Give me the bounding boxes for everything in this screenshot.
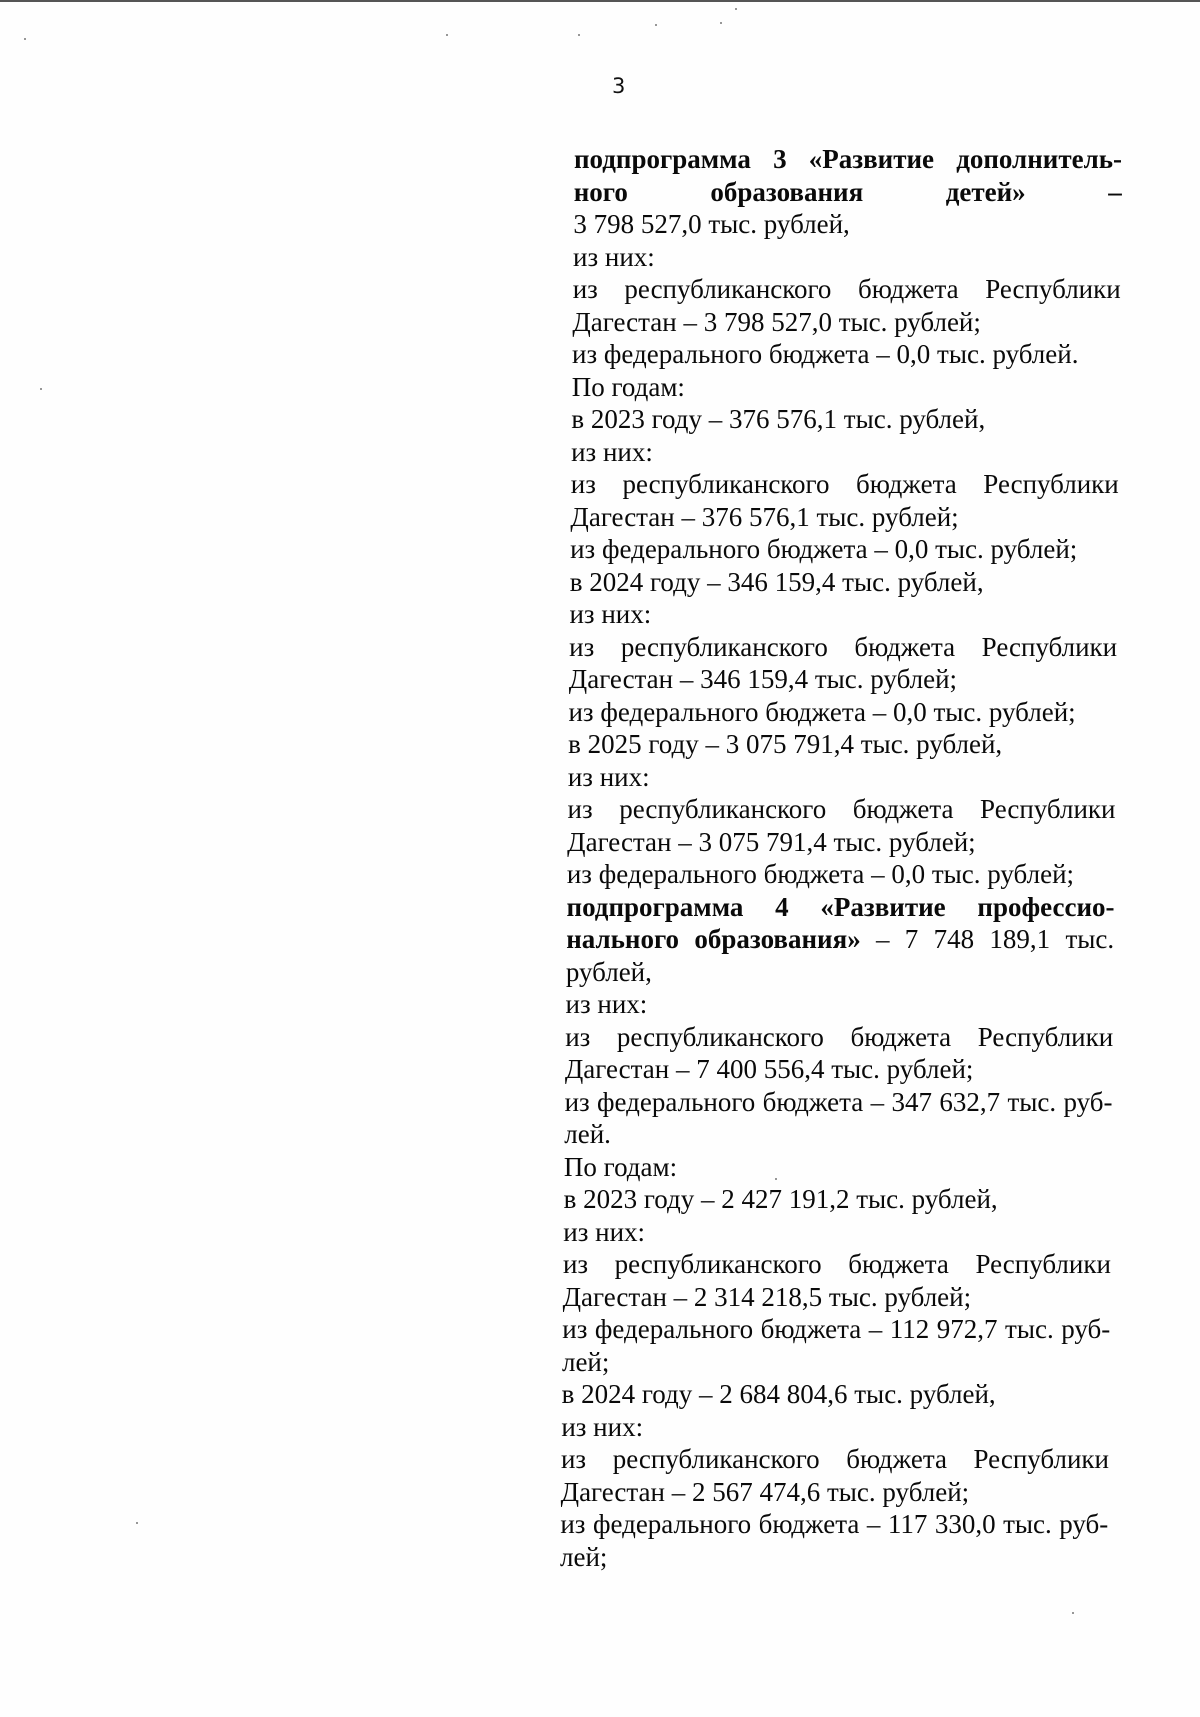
text-line: [571, 468, 1119, 501]
text-line: [568, 728, 1116, 761]
text-line-content: в 2024 году – 346 159,4 тыс. рублей,: [569, 566, 984, 597]
text-line: [560, 1508, 1108, 1541]
text-line: [572, 306, 1120, 339]
text-line: [566, 923, 1114, 956]
scan-speck: [446, 34, 448, 36]
text-line-content: из федерального бюджета – 0,0 тыс. рублей;: [568, 696, 1076, 727]
text-line-content: Дагестан – 3 075 791,4 тыс. рублей;: [567, 826, 976, 857]
text-line: [560, 1541, 1108, 1574]
text-line-content: из республиканского бюджета Республики: [562, 1249, 1111, 1279]
text-line-content: из республиканского бюджета Республики: [567, 794, 1116, 824]
text-line: [563, 1248, 1111, 1281]
text-line: [563, 1216, 1111, 1249]
text-line: [573, 273, 1121, 306]
text-line: [567, 891, 1115, 924]
text-line-content: Дагестан – 2 567 474,6 тыс. рублей;: [560, 1476, 970, 1507]
text-line: [572, 338, 1120, 371]
text-line-content: из республиканского бюджета Республики: [565, 1021, 1114, 1052]
text-line-content: Дагестан – 376 576,1 тыс. рублей;: [570, 501, 959, 532]
text-line-content: Дагестан – 2 314 218,5 тыс. рублей;: [562, 1281, 972, 1312]
text-line-content: из них:: [563, 1216, 646, 1247]
text-line-content: из федерального бюджета – 112 972,7 тыс. руб-: [562, 1314, 1111, 1344]
scan-speck: [40, 388, 42, 390]
text-line: [565, 1053, 1113, 1086]
text-line-content: из республиканского бюджета Республики: [560, 1444, 1109, 1474]
text-line-content: из республиканского бюджета Республики: [569, 631, 1118, 662]
text-line-content: из федерального бюджета – 347 632,7 тыс. руб-: [564, 1086, 1113, 1117]
text-line-content: из них:: [569, 599, 652, 629]
text-line: [572, 371, 1120, 404]
text-line-content: лей;: [560, 1541, 608, 1572]
text-line: [571, 436, 1119, 469]
text-line: [569, 631, 1117, 664]
text-line-content: лей.: [564, 1119, 611, 1149]
text-line-content: из них:: [561, 1411, 644, 1442]
text-line: [568, 696, 1116, 729]
text-line-content: рублей,: [565, 956, 652, 987]
text-line: [569, 598, 1117, 631]
text-line: [573, 208, 1121, 241]
text-line: [574, 176, 1122, 209]
scan-speck: [655, 24, 657, 26]
text-line: [574, 143, 1122, 176]
scan-speck: [1072, 1612, 1074, 1614]
text-line: [562, 1378, 1110, 1411]
text-line-content: подпрограмма 4 «Развитие профессио-: [566, 891, 1115, 922]
text-line: [564, 1183, 1112, 1216]
text-line-content: лей;: [561, 1346, 610, 1377]
text-line: [566, 956, 1114, 989]
text-line: [569, 663, 1117, 696]
text-line-content: из республиканского бюджета Республики: [570, 469, 1119, 499]
text-line-content: Дагестан – 3 798 527,0 тыс. рублей;: [572, 306, 981, 337]
text-line: [565, 1021, 1113, 1054]
page-number: 3: [612, 74, 626, 98]
text-line-content: Дагестан – 346 159,4 тыс. рублей;: [568, 664, 958, 694]
text-line-content: из республиканского бюджета Республики: [572, 274, 1121, 304]
text-line-content: в 2025 году – 3 075 791,4 тыс. рублей,: [568, 729, 1003, 759]
text-line: [567, 858, 1115, 891]
text-line: [573, 241, 1121, 274]
text-line-content: из федерального бюджета – 117 330,0 тыс. руб-: [560, 1509, 1109, 1539]
text-line-content: ного образования детей» –: [573, 176, 1122, 207]
scan-speck: [578, 34, 580, 36]
text-line: [570, 533, 1118, 566]
text-line-content: из федерального бюджета – 0,0 тыс. рублей;: [570, 534, 1078, 564]
text-line-content: из них:: [565, 989, 648, 1019]
text-line: [564, 1151, 1112, 1184]
text-line-content: в 2023 году – 2 427 191,2 тыс. рублей,: [563, 1184, 998, 1214]
text-line: [565, 1086, 1113, 1119]
text-line-content: Дагестан – 7 400 556,4 тыс. рублей;: [564, 1054, 974, 1084]
text-line: [570, 566, 1118, 599]
text-line-content: По годам:: [563, 1151, 678, 1182]
scan-speck: [24, 38, 26, 40]
text-line: [562, 1346, 1110, 1379]
text-line-content: нального образования» – 7 748 189,1 тыс.: [566, 924, 1115, 954]
text-line: [561, 1443, 1109, 1476]
text-line-content: из федерального бюджета – 0,0 тыс. рублей.: [572, 339, 1079, 369]
text-line: [568, 761, 1116, 794]
text-line-content: из них:: [573, 241, 655, 272]
scan-speck: [735, 8, 737, 10]
text-line-content: из федерального бюджета – 0,0 тыс. рублей;: [566, 859, 1075, 889]
scan-top-edge: [0, 0, 1200, 2]
text-line: [561, 1411, 1109, 1444]
text-line: [561, 1476, 1109, 1509]
text-line: [568, 793, 1116, 826]
text-line-content: в 2023 году – 376 576,1 тыс. рублей,: [571, 404, 986, 434]
text-line-content: 3 798 527,0 тыс. рублей,: [573, 209, 850, 239]
text-line-content: По годам:: [571, 371, 685, 402]
text-line-content: подпрограмма 3 «Развитие дополнитель-: [574, 144, 1122, 174]
text-line: [567, 826, 1115, 859]
text-line-content: из них:: [571, 436, 653, 467]
scan-speck: [136, 1522, 138, 1524]
text-line-content: из них:: [567, 761, 650, 792]
text-line: [562, 1313, 1110, 1346]
text-line: [571, 403, 1119, 436]
text-line-content: в 2024 году – 2 684 804,6 тыс. рублей,: [561, 1379, 996, 1409]
scan-speck: [720, 22, 722, 24]
text-line: [563, 1281, 1111, 1314]
text-line: [570, 501, 1118, 534]
text-line: [566, 988, 1114, 1021]
text-line: [564, 1118, 1112, 1151]
text-column: [560, 143, 1122, 1573]
